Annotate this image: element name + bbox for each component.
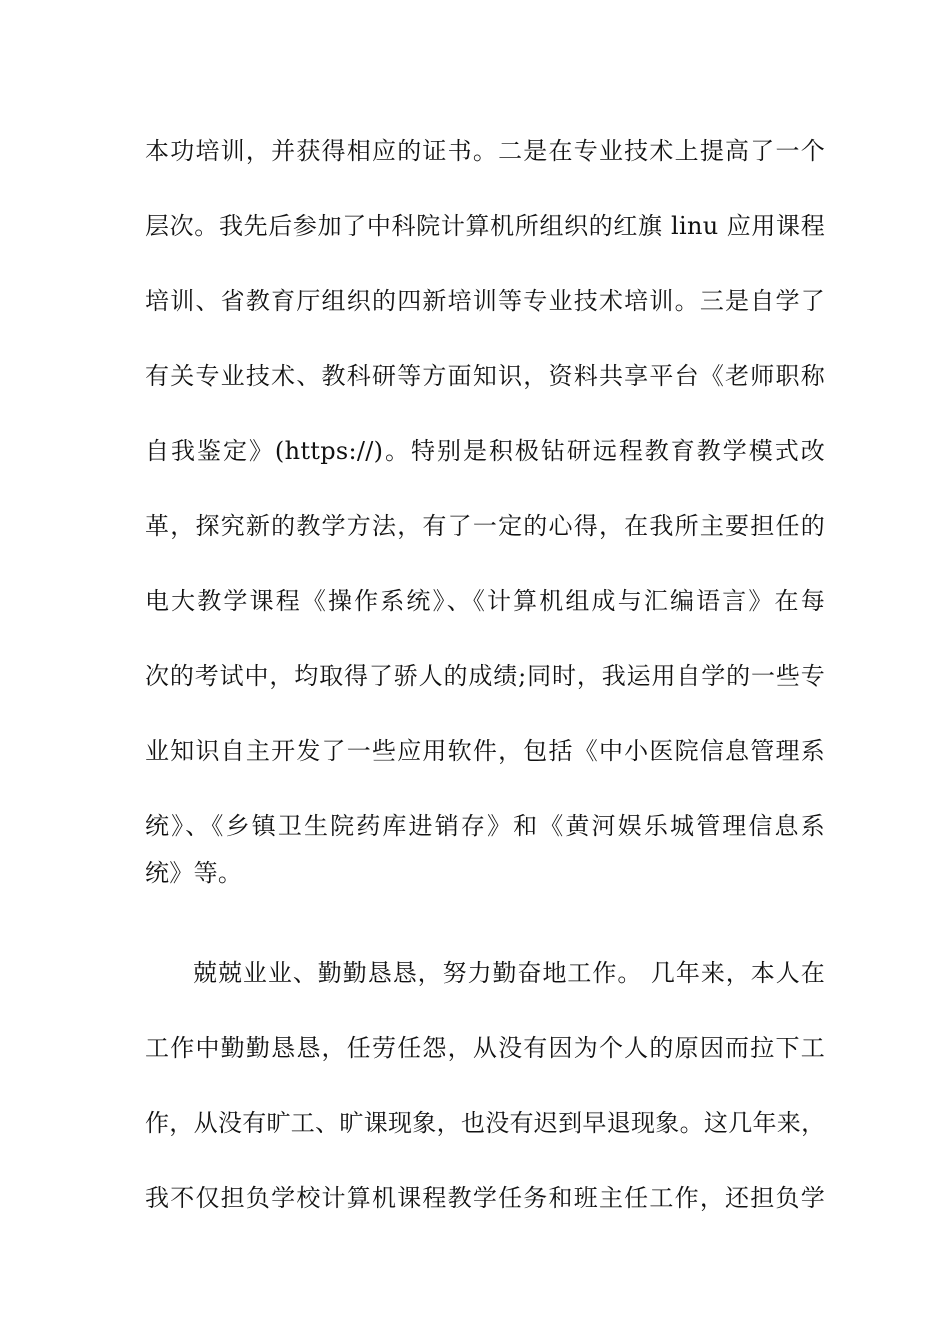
- paragraph-first-line: 兢兢业业、勤勤恳恳，努力勤奋地工作。 几年来，本人在: [193, 959, 825, 987]
- text-line: 工作中勤勤恳恳，任劳任怨，从没有因为个人的原因而拉下工: [145, 1034, 825, 1062]
- text-line: 业知识自主开发了一些应用软件，包括《中小医院信息管理系: [145, 737, 825, 765]
- text-line: 革，探究新的教学方法，有了一定的心得，在我所主要担任的: [145, 512, 825, 540]
- text-line: 自我鉴定》(https://)。特别是积极钻研远程教育教学模式改: [145, 437, 825, 465]
- text-line: 统》、《乡镇卫生院药库进销存》和《黄河娱乐城管理信息系: [145, 812, 825, 840]
- text-line: 我不仅担负学校计算机课程教学任务和班主任工作，还担负学: [145, 1184, 825, 1212]
- text-line: 有关专业技术、教科研等方面知识，资料共享平台《老师职称: [145, 362, 825, 390]
- text-line: 本功培训，并获得相应的证书。二是在专业技术上提高了一个: [145, 137, 825, 165]
- text-line: 电大教学课程《操作系统》、《计算机组成与汇编语言》在每: [145, 587, 825, 615]
- text-line: 次的考试中，均取得了骄人的成绩;同时，我运用自学的一些专: [145, 662, 825, 690]
- text-line: 层次。我先后参加了中科院计算机所组织的红旗 linu 应用课程: [145, 212, 825, 240]
- text-line: 作，从没有旷工、旷课现象，也没有迟到早退现象。这几年来，: [145, 1109, 826, 1137]
- text-line: 统》等。: [145, 859, 243, 887]
- text-line: 培训、省教育厅组织的四新培训等专业技术培训。三是自学了: [145, 287, 825, 315]
